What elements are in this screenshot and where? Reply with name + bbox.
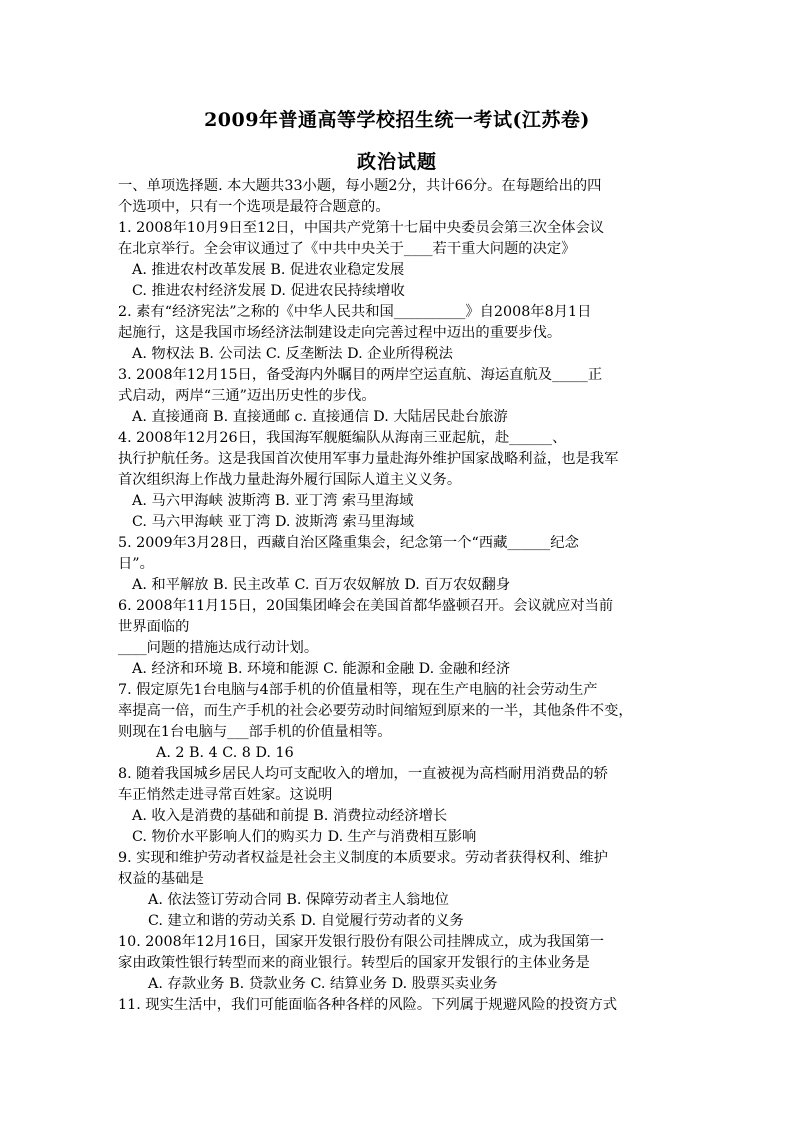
question-11-stem: 11. 现实生活中，我们可能面临各种各样的风险。下列属于规避风险的投资方式 <box>118 997 618 1013</box>
question-4-options: C. 马六甲海峡 亚丁湾 D. 波斯湾 索马里海域 <box>132 514 414 530</box>
section-heading: 一、单项选择题. 本大题共33小题，每小题2分，共计66分。在每题给出的四 <box>118 178 602 194</box>
question-4-stem: 执行护航任务。这是我国首次使用军事力量赴海外维护国家战略利益，也是我军 <box>118 451 619 467</box>
question-6-stem: 6. 2008年11月15日，20国集团峰会在美国首都华盛顿召开。会议就应对当前 <box>118 598 614 614</box>
question-6-stem: 世界面临的 <box>118 619 190 635</box>
question-8-stem: 8. 随着我国城乡居民人均可支配收入的增加，一直被视为高档耐用消费品的轿 <box>118 766 608 782</box>
question-6-stem: ____问题的措施达成行动计划。 <box>118 640 319 656</box>
question-9-options: C. 建立和谐的劳动关系 D. 自觉履行劳动者的义务 <box>148 913 464 929</box>
question-1-options: C. 推进农村经济发展 D. 促进农民持续增收 <box>132 283 405 299</box>
question-7-options: A. 2 B. 4 C. 8 D. 16 <box>156 745 294 761</box>
section-heading: 个选项中，只有一个选项是最符合题意的。 <box>118 199 390 215</box>
question-5-stem: 5. 2009年3月28日，西藏自治区隆重集会，纪念第一个“西藏______纪念 <box>118 535 579 551</box>
question-9-stem: 权益的基础是 <box>118 871 204 887</box>
question-4-stem: 4. 2008年12月26日，我国海军舰艇编队从海南三亚起航，赴______、 <box>118 430 567 446</box>
question-6-options: A. 经济和环境 B. 环境和能源 C. 能源和金融 D. 金融和经济 <box>132 661 511 677</box>
question-1-options: A. 推进农村改革发展 B. 促进农业稳定发展 <box>132 262 405 278</box>
question-2-stem: 2. 素有“经济宪法”之称的《中华人民共和国__________》自2008年8月1日 <box>118 304 592 320</box>
question-3-stem: 式启动，两岸“三通”迈出历史性的步伐。 <box>118 388 376 404</box>
question-3-options: A. 直接通商 B. 直接通邮 c. 直接通信 D. 大陆居民赴台旅游 <box>132 409 508 425</box>
question-3-stem: 3. 2008年12月15日，备受海内外瞩目的两岸空运直航、海运直航及_____正 <box>118 367 603 383</box>
question-10-stem: 家由政策性银行转型而来的商业银行。转型后的国家开发银行的主体业务是 <box>118 955 590 971</box>
question-4-options: A. 马六甲海峡 波斯湾 B. 亚丁湾 索马里海域 <box>132 493 414 509</box>
exam-content <box>118 176 678 1016</box>
question-9-options: A. 依法签订劳动合同 B. 保障劳动者主人翁地位 <box>148 892 449 908</box>
exam-subtitle: 政治试题 <box>356 151 437 173</box>
question-10-options: A. 存款业务 B. 贷款业务 C. 结算业务 D. 股票买卖业务 <box>148 976 498 992</box>
question-7-stem: 7. 假定原先1台电脑与4部手机的价值量相等，现在生产电脑的社会劳动生产 <box>118 682 598 698</box>
question-4-stem: 首次组织海上作战力量赴海外履行国际人道主义义务。 <box>118 472 462 488</box>
exam-title: 2009年普通高等学校招生统一考试(江苏卷) <box>204 109 590 131</box>
question-10-stem: 10. 2008年12月16日，国家开发银行股份有限公司挂牌成立，成为我国第一 <box>118 934 605 950</box>
question-8-options: A. 收入是消费的基础和前提 B. 消费拉动经济增长 <box>132 808 448 824</box>
question-8-options: C. 物价水平影响人们的购买力 D. 生产与消费相互影响 <box>132 829 477 845</box>
question-7-stem: 率提高一倍，而生产手机的社会必要劳动时间缩短到原来的一半，其他条件不变， <box>118 703 633 719</box>
question-1-stem: 1. 2008年10月9日至12日，中国共产党第十七届中央委员会第三次全体会议 <box>118 220 605 236</box>
question-7-stem: 则现在1台电脑与___部手机的价值量相等。 <box>118 724 392 740</box>
question-2-options: A. 物权法 B. 公司法 C. 反垄断法 D. 企业所得税法 <box>132 346 453 362</box>
question-5-options: A. 和平解放 B. 民主改革 C. 百万农奴解放 D. 百万农奴翻身 <box>132 577 511 593</box>
question-8-stem: 车正悄然走进寻常百姓家。这说明 <box>118 787 333 803</box>
question-1-stem: 在北京举行。全会审议通过了《中共中央关于____若干重大问题的决定》 <box>118 241 576 257</box>
question-5-stem: 日”。 <box>118 556 154 572</box>
question-2-stem: 起施行，这是我国市场经济法制建设走向完善过程中迈出的重要步伐。 <box>118 325 562 341</box>
question-9-stem: 9. 实现和维护劳动者权益是社会主义制度的本质要求。劳动者获得权利、维护 <box>118 850 608 866</box>
